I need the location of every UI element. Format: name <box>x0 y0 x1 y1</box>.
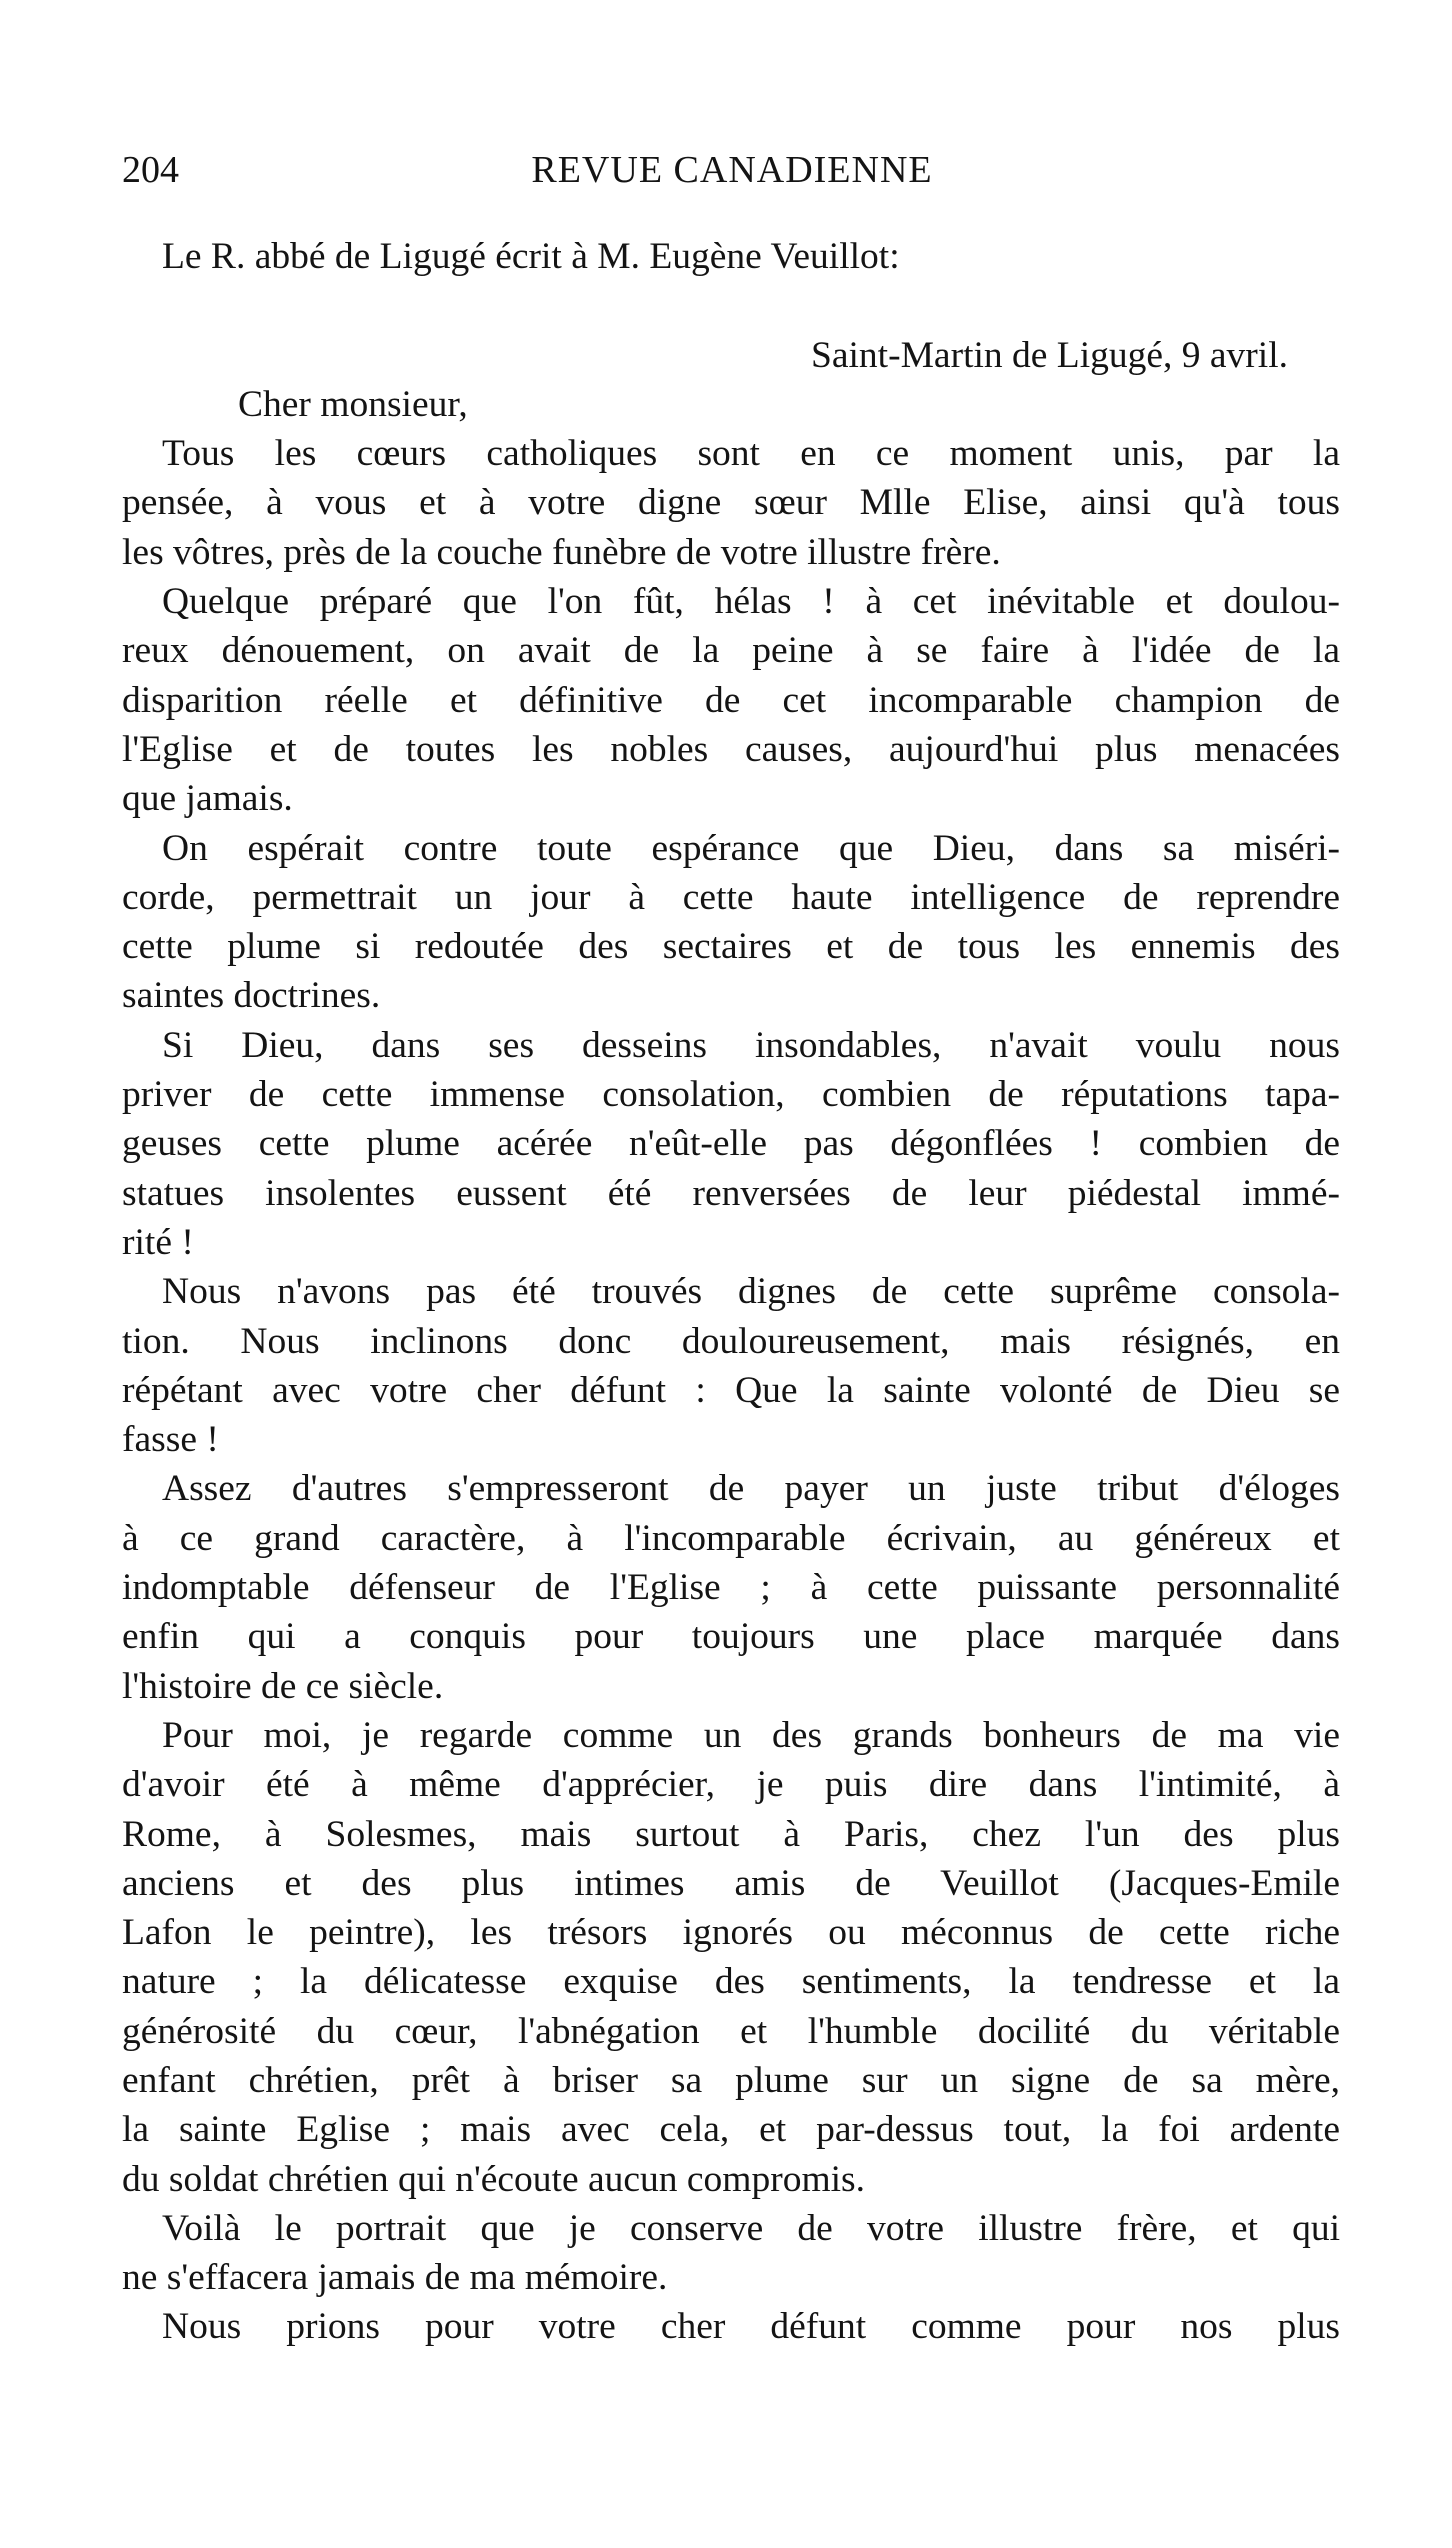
text-line: l'histoire de ce siècle. <box>122 1665 444 1707</box>
text-line: nature ; la délicatesse exquise des sentiments, la tendresse et la <box>122 1961 1340 2003</box>
text-line: Pour moi, je regarde comme un des grands bonheurs de ma vie <box>162 1714 1340 1756</box>
text-line: Nous n'avons pas été trouvés dignes de cette suprême consola- <box>162 1271 1340 1313</box>
text-line: rité ! <box>122 1221 194 1263</box>
text-line: Lafon le peintre), les trésors ignorés ou méconnus de cette riche <box>122 1912 1340 1954</box>
text-line: à ce grand caractère, à l'incomparable écrivain, au généreux et <box>122 1517 1340 1559</box>
text-line: enfin qui a conquis pour toujours une place marquée dans <box>122 1616 1340 1658</box>
text-line: geuses cette plume acérée n'eût-elle pas dégonflées ! combien de <box>122 1123 1340 1165</box>
spacer <box>122 281 1340 330</box>
dateline: Saint-Martin de Ligugé, 9 avril. <box>811 334 1288 376</box>
text-line: On espérait contre toute espérance que Dieu, dans sa miséri- <box>162 827 1340 869</box>
text-line: les vôtres, près de la couche funèbre de votre illustre frère. <box>122 531 1001 573</box>
text-line: du soldat chrétien qui n'écoute aucun compromis. <box>122 2158 866 2200</box>
text-line: ne s'effacera jamais de ma mémoire. <box>122 2257 668 2299</box>
text-line: Rome, à Solesmes, mais surtout à Paris, chez l'un des plus <box>122 1813 1340 1855</box>
intro-line: Le R. abbé de Ligugé écrit à M. Eugène Veuillot: <box>162 236 900 277</box>
text-line: Si Dieu, dans ses desseins insondables, n'avait voulu nous <box>162 1024 1340 1066</box>
text-line: indomptable défenseur de l'Eglise ; à cette puissante personnalité <box>122 1567 1340 1609</box>
page-header <box>122 148 1342 198</box>
text-line: cette plume si redoutée des sectaires et de tous les ennemis des <box>122 926 1340 968</box>
text-line: corde, permettrait un jour à cette haute intelligence de reprendre <box>122 876 1340 918</box>
text-line: l'Eglise et de toutes les nobles causes, aujourd'hui plus menacées <box>122 728 1340 770</box>
text-line: tion. Nous inclinons donc douloureusement, mais résignés, en <box>122 1320 1340 1362</box>
text-line: statues insolentes eussent été renversées de leur piédestal immé- <box>122 1172 1340 1214</box>
text-line: Assez d'autres s'empresseront de payer un juste tribut d'éloges <box>162 1468 1340 1510</box>
text-line: d'avoir été à même d'apprécier, je puis dire dans l'intimité, à <box>122 1764 1340 1806</box>
text-line: répétant avec votre cher défunt : Que la sainte volonté de Dieu se <box>122 1369 1340 1411</box>
text-line: la sainte Eglise ; mais avec cela, et par-dessus tout, la foi ardente <box>122 2109 1340 2151</box>
text-line: générosité du cœur, l'abnégation et l'humble docilité du véritable <box>122 2010 1340 2052</box>
running-title: REVUE CANADIENNE <box>531 149 933 191</box>
text-line: Voilà le portrait que je conserve de votre illustre frère, et qui <box>162 2207 1340 2249</box>
text-line: saintes doctrines. <box>122 975 381 1017</box>
page-number: 204 <box>122 149 179 191</box>
text-line: Nous prions pour votre cher défunt comme pour nos plus <box>162 2306 1340 2348</box>
text-line: Tous les cœurs catholiques sont en ce moment unis, par la <box>162 433 1340 475</box>
letter-body <box>122 232 1340 2352</box>
text-line: priver de cette immense consolation, combien de réputations tapa- <box>122 1074 1340 1116</box>
text-line: fasse ! <box>122 1419 219 1461</box>
text-line: reux dénouement, on avait de la peine à se faire à l'idée de la <box>122 630 1340 672</box>
salutation: Cher monsieur, <box>238 383 468 425</box>
text-line: disparition réelle et définitive de cet incomparable champion de <box>122 679 1340 721</box>
text-line: Quelque préparé que l'on fût, hélas ! à cet inévitable et doulou- <box>162 581 1340 623</box>
text-line: pensée, à vous et à votre digne sœur Mlle Elise, ainsi qu'à tous <box>122 482 1340 524</box>
text-line: que jamais. <box>122 778 293 820</box>
text-line: anciens et des plus intimes amis de Veuillot (Jacques-Emile <box>122 1862 1340 1904</box>
text-line: enfant chrétien, prêt à briser sa plume sur un signe de sa mère, <box>122 2059 1340 2101</box>
